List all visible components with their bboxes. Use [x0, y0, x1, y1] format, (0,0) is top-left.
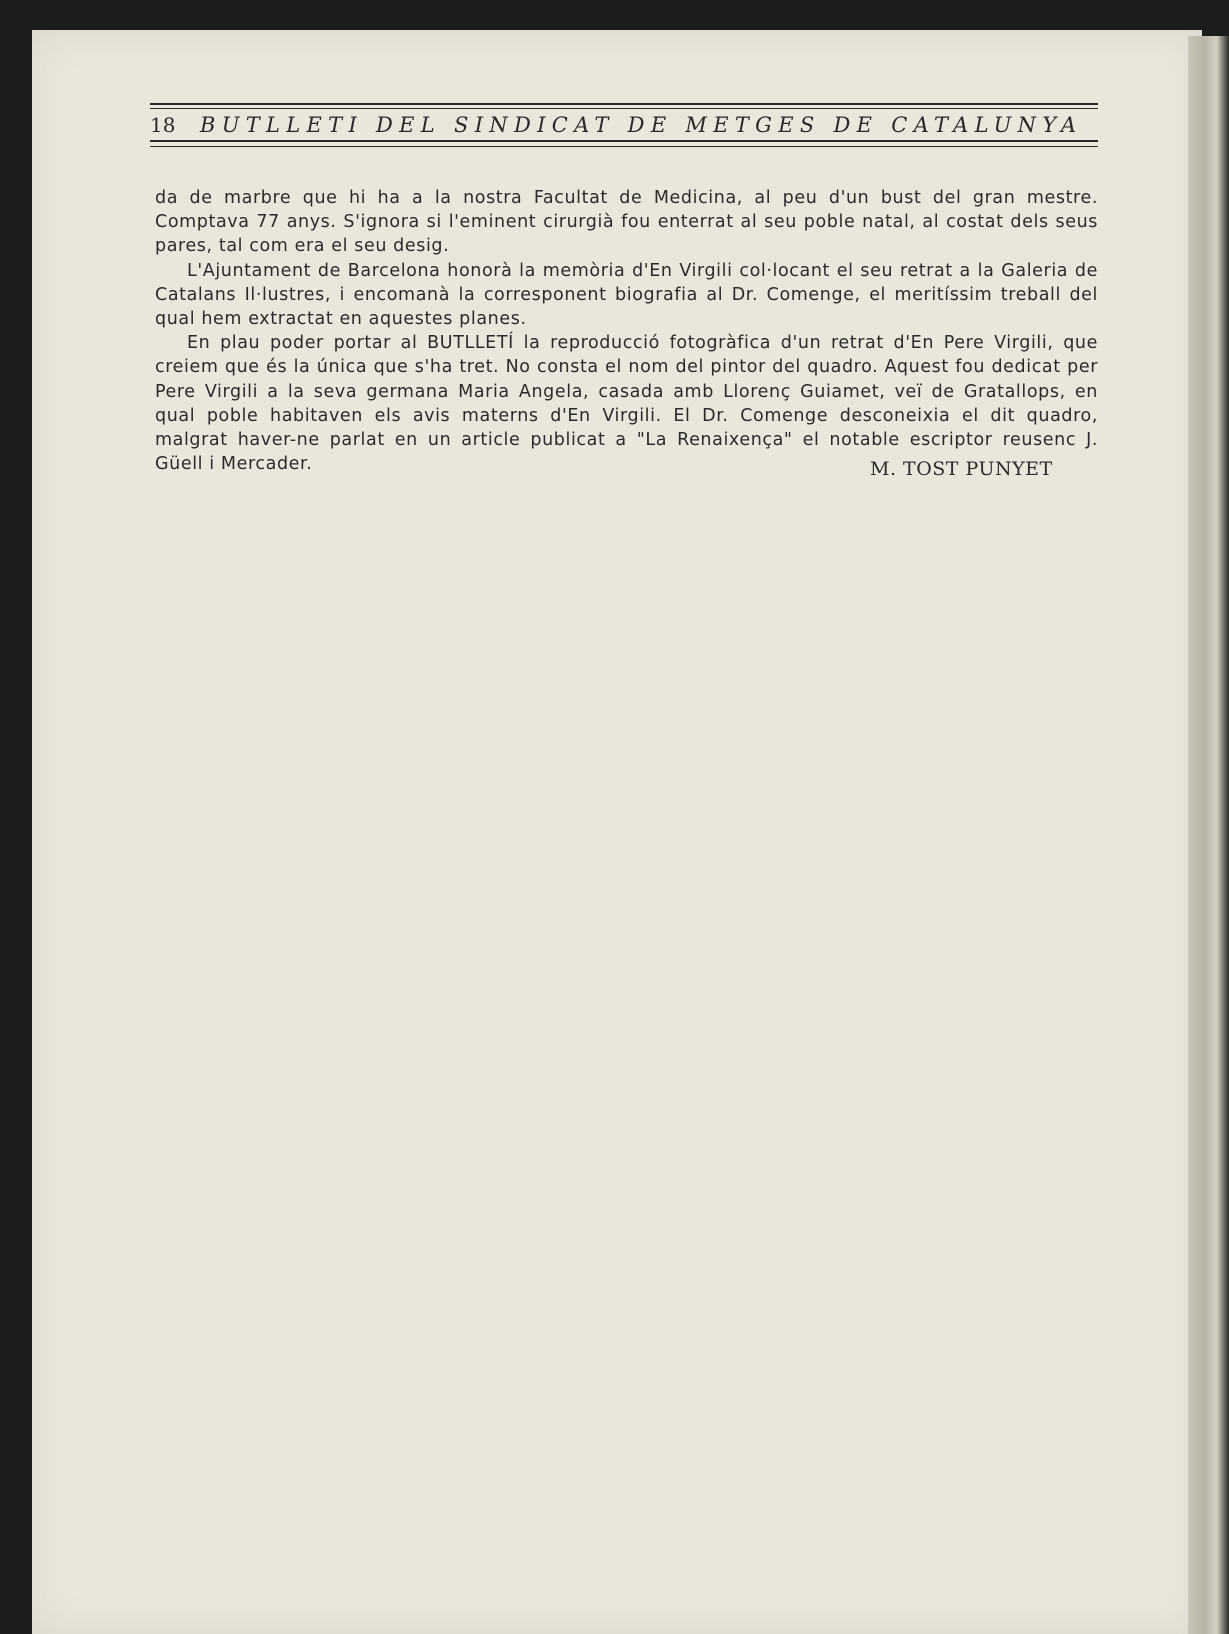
page-edge [1188, 36, 1229, 1634]
paragraph-3: En plau poder portar al BUTLLETÍ la reproducció fotogràfica d'un retrat d'En Pere Virgili, que creiem que és la única que s'ha tret. No consta el nom del pintor del quadro. Aquest fou dedicat per Pere Virgili a la seva germana Maria Angela, casada amb Llorenç Guiamet, veï de Gratallops, en qual poble habitaven els avis materns d'En Virgili. El Dr. Comenge desconeixia el dit quadro, malgrat haver-ne parlat en un article publicat a "La Renaixença" el notable escriptor reusenc J. Güell i Mercader. [155, 333, 1098, 475]
header-row [150, 112, 1098, 138]
header-rule-top-thin [150, 108, 1098, 109]
paragraph-2: L'Ajuntament de Barcelona honorà la memòria d'En Virgili col·locant el seu retrat a la Galeria de Catalans Il·lustres, i encomanà la corresponent biografia al Dr. Comenge, el meritíssim treball del qual hem extractat en aquestes planes. [155, 260, 1098, 330]
paragraph-1: da de marbre que hi ha a la nostra Facultat de Medicina, al peu d'un bust del gran mestre. Comptava 77 anys. S'ignora si l'eminent cirurgià fou enterrat al seu poble natal, al costat dels seus pares, tal com era el seu desig. [155, 188, 1098, 257]
header-rule-bottom [150, 140, 1098, 142]
article-body [155, 186, 1098, 476]
page-number: 18 [150, 113, 176, 137]
header-rule-top [150, 103, 1098, 105]
author-signature: M. TOST PUNYET [870, 458, 1053, 480]
running-title: BUTLLETI DEL SINDICAT DE METGES DE CATALUNYA [200, 113, 1083, 137]
running-header [150, 96, 1098, 158]
header-rule-bottom-thin [150, 146, 1098, 147]
